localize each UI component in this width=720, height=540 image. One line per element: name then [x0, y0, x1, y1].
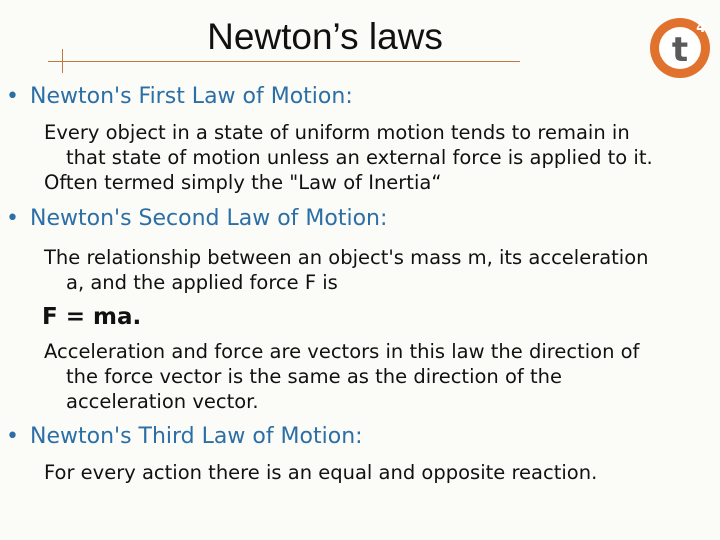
t4-logo-icon	[644, 10, 720, 86]
second-law-line: The relationship between an object's mass m, its acceleration	[44, 246, 649, 269]
bullet-first-law	[6, 84, 353, 109]
third-law-text	[44, 460, 710, 485]
bullet-dot: •	[6, 424, 19, 449]
first-law-line: that state of motion unless an external force is applied to it.	[66, 146, 653, 169]
second-law-heading: Newton's Second Law of Motion:	[30, 206, 388, 231]
second-law-after-line: Acceleration and force are vectors in this law the direction of	[44, 340, 640, 363]
bullet-second-law	[6, 206, 387, 231]
title-tick-mark	[62, 49, 63, 73]
slide-title: Newton’s laws	[207, 16, 443, 57]
second-law-line: a, and the applied force F is	[66, 271, 338, 294]
title-underline	[48, 61, 520, 62]
second-law-after-line: acceleration vector.	[66, 390, 259, 413]
first-law-line: Often termed simply the "Law of Inertia“	[44, 171, 442, 194]
third-law-heading: Newton's Third Law of Motion:	[30, 424, 363, 449]
first-law-line: Every object in a state of uniform motion tends to remain in	[44, 121, 630, 144]
bullet-dot: •	[6, 84, 19, 109]
first-law-text	[44, 120, 710, 195]
logo-letter: t	[671, 30, 689, 70]
second-law-explanation	[44, 339, 710, 414]
bullet-dot: •	[6, 206, 19, 231]
second-law-after-line: the force vector is the same as the direction of the	[66, 365, 562, 388]
second-law-formula: F = ma.	[42, 304, 142, 330]
bullet-third-law	[6, 424, 363, 449]
third-law-line: For every action there is an equal and opposite reaction.	[44, 461, 598, 484]
first-law-heading: Newton's First Law of Motion:	[30, 84, 353, 109]
second-law-text	[44, 245, 710, 295]
logo-superscript: 4	[696, 20, 706, 36]
